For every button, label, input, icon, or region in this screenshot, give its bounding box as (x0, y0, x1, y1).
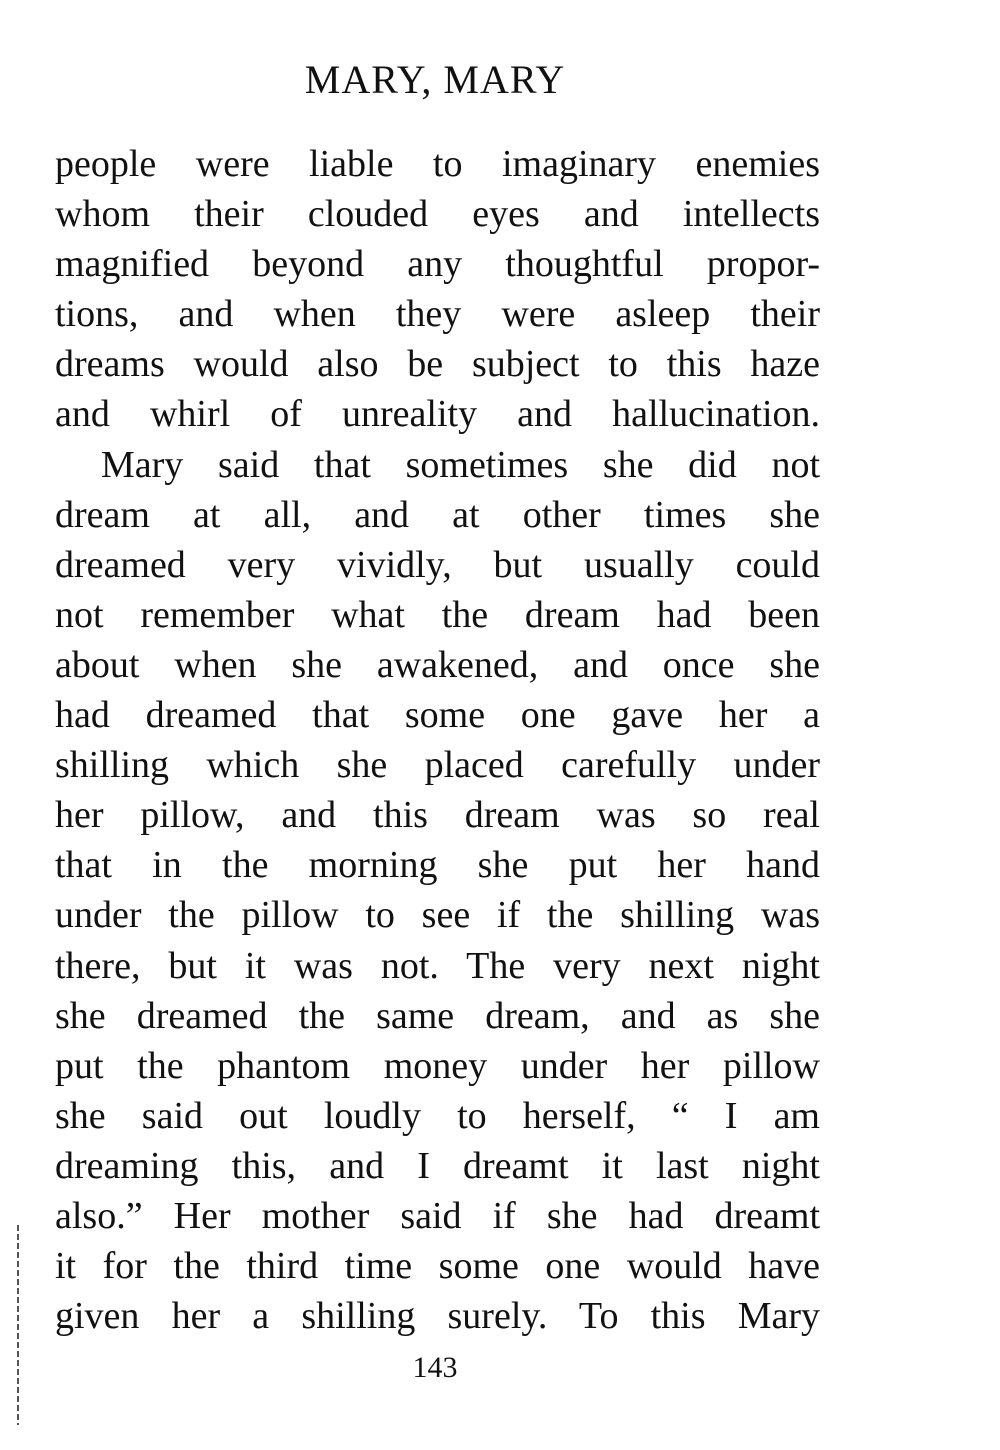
text-line: there, but it was not. The very next night (55, 944, 820, 987)
text-line: and whirl of unreality and hallucination. (55, 393, 820, 436)
body-text (55, 139, 820, 1341)
text-line: Mary said that sometimes she did not (101, 443, 820, 486)
text-line: under the pillow to see if the shilling was (55, 894, 820, 937)
text-line: dream at all, and at other times she (55, 493, 820, 536)
text-line: had dreamed that some one gave her a (55, 694, 820, 737)
text-line: dreams would also be subject to this haze (55, 343, 820, 386)
running-head: MARY, MARY (304, 57, 566, 102)
page-number: 143 (412, 1351, 458, 1384)
text-line: put the phantom money under her pillow (55, 1044, 820, 1087)
text-line: dreamed very vividly, but usually could (55, 543, 820, 586)
text-line: dreaming this, and I dreamt it last night (55, 1144, 820, 1187)
text-line: not remember what the dream had been (55, 593, 820, 636)
scan-binding-edge (17, 1225, 19, 1425)
text-line: about when she awakened, and once she (55, 643, 820, 686)
text-line: she said out loudly to herself, “ I am (55, 1094, 820, 1137)
text-line: her pillow, and this dream was so real (55, 794, 820, 837)
text-line: she dreamed the same dream, and as she (55, 994, 820, 1037)
text-line: whom their clouded eyes and intellects (55, 193, 820, 236)
text-line: it for the third time some one would have (55, 1245, 820, 1288)
text-line: that in the morning she put her hand (55, 844, 820, 887)
text-line: magnified beyond any thoughtful propor- (55, 243, 820, 286)
text-line: people were liable to imaginary enemies (55, 143, 820, 185)
text-line: shilling which she placed carefully under (55, 744, 820, 787)
text-line: tions, and when they were asleep their (55, 293, 820, 336)
text-line: also.” Her mother said if she had dreamt (55, 1194, 820, 1237)
text-line: given her a shilling surely. To this Mary (55, 1295, 820, 1338)
